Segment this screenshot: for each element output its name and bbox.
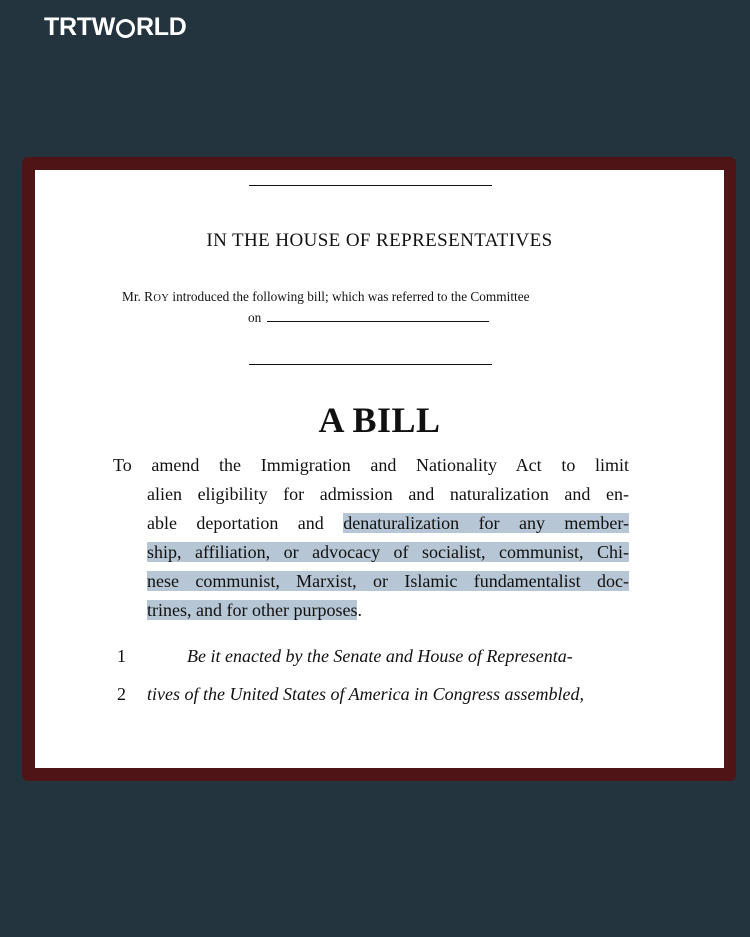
- highlighted-text: nese communist, Marxist, or Islamic fundamentalist doc-: [147, 571, 629, 591]
- committee-blank: [267, 321, 489, 322]
- intro-prefix: Mr.: [122, 289, 145, 304]
- introduction-line-2: [122, 308, 642, 327]
- enacting-text: tives of the United States of America in Congress assembled,: [147, 684, 584, 704]
- purpose-line: [147, 567, 629, 596]
- introduction-line-1: [122, 287, 642, 308]
- highlighted-text: trines, and for other purposes: [147, 600, 358, 620]
- trt-world-logo: [44, 13, 186, 42]
- purpose-line: [147, 509, 629, 538]
- logo-text-trt: TRT: [44, 13, 92, 41]
- logo-text-w: W: [91, 13, 115, 41]
- intro-rest: introduced the following bill; which was referred to the Committee: [169, 289, 530, 304]
- chamber-heading: IN THE HOUSE OF REPRESENTATIVES: [206, 230, 553, 251]
- bottom-rule: [249, 364, 492, 365]
- top-rule: [249, 185, 492, 186]
- line-number: 1: [117, 646, 126, 666]
- sponsor-name: ROY: [144, 289, 170, 304]
- purpose-line: [147, 596, 629, 625]
- intro-on: on: [248, 310, 262, 325]
- introduction-text: [122, 287, 642, 327]
- logo-text-rld: RLD: [136, 13, 187, 41]
- purpose-period: .: [357, 600, 362, 620]
- highlighted-text: ship, affiliation, or advocacy of socialist, communist, Chi-: [147, 542, 629, 562]
- purpose-text: able deportation and: [147, 513, 344, 533]
- purpose-text: alien eligibility for admission and naturalization and en-: [147, 484, 629, 504]
- highlighted-text: denaturalization for any member-: [343, 513, 629, 533]
- purpose-line: [113, 451, 629, 480]
- purpose-line: [147, 538, 629, 567]
- enacting-clause: [117, 637, 629, 713]
- enacting-line-2: [117, 675, 629, 713]
- purpose-line: [147, 480, 629, 509]
- enacting-text: Be it enacted by the Senate and House of Representa-: [187, 646, 573, 666]
- purpose-paragraph: [113, 451, 629, 625]
- globe-icon: [116, 19, 135, 38]
- purpose-text: To amend the Immigration and Nationality Act to limit: [113, 455, 629, 475]
- bill-page: [35, 170, 724, 768]
- bill-title: A BILL: [318, 400, 441, 440]
- line-number: 2: [117, 684, 126, 704]
- enacting-line-1: [117, 637, 629, 675]
